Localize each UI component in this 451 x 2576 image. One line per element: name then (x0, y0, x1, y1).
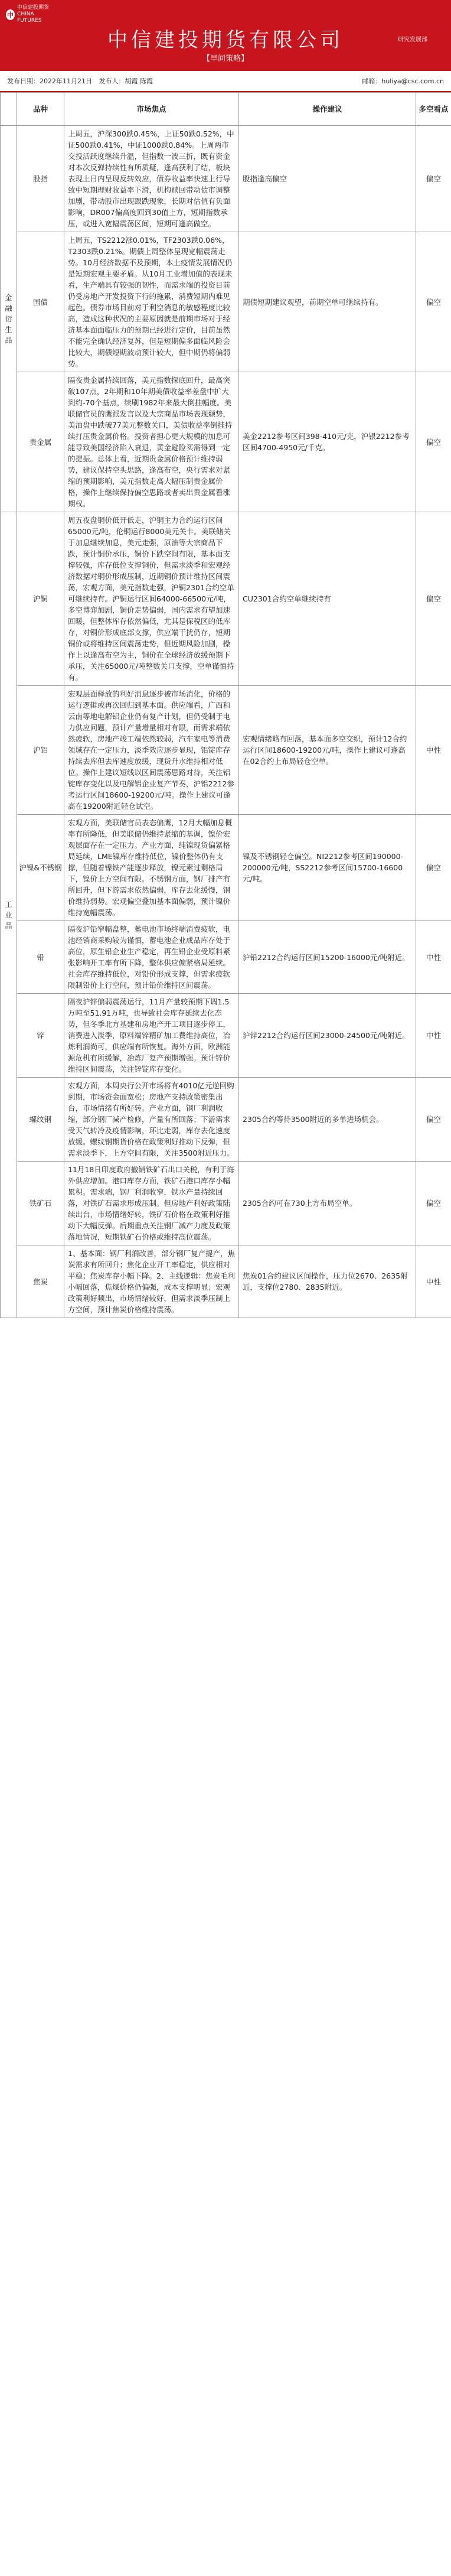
market-focus: 隔夜沪锌偏弱震荡运行，11月产量较预期下调1.5万吨至51.91万吨，也导致社会库存延续去化态势，但冬季北方基建和房地产开工项目逐步停工，消费进入淡季，原料端锌精矿加工费维持高位，冶炼利润尚可，供应端有所恢复。海外方面，欧洲能源危机有所缓解，冶炼厂复产预期增强。预计锌价维持区间震荡，关注锌锭库存变化。 (64, 994, 239, 1078)
table-row (1, 512, 451, 686)
market-focus: 11月18日印度政府撤销铁矿石出口关税，有利于海外供应增加。港口库存方面，铁矿石港口库存小幅累积。需求端，钢厂利润收窄，铁水产量持续回落，对铁矿石需求形成压制。但房地产利好政策陆续出台，市场情绪好转，铁矿石价格在政策利好推动下大幅反弹。后期重点关注钢厂减产力度及政策落地情况，短期铁矿石价格或维持高位震荡。 (64, 1162, 239, 1245)
advice: 2305合约可在730上方布局空单。 (239, 1162, 416, 1245)
table-header-row (1, 93, 451, 126)
header-advice: 操作建议 (239, 93, 416, 126)
table-row (1, 1078, 451, 1162)
market-focus: 隔夜沪铅窄幅盘整，蓄电池市场终端消费疲软，电池经销商采购较为谨慎，蓄电池企业成品库存处于高位，原生铅企业生产稳定，再生铅企业受原料紧张影响开工率有所下降，整体供应偏紧格局延续。社会库存维持低位，对铅价形成支撑，但需求疲软限制铅价上行空间，预计铅价维持区间震荡。 (64, 921, 239, 994)
product-name: 螺纹钢 (17, 1078, 64, 1162)
product-name: 沪铜 (17, 512, 64, 686)
advice: 美金2212参考区间398-410元/克，沪银2212参考区间4700-4950元/千克。 (239, 372, 416, 512)
info-bar (0, 71, 451, 92)
view: 偏空 (416, 1078, 451, 1162)
product-name: 铁矿石 (17, 1162, 64, 1245)
view: 偏空 (416, 372, 451, 512)
product-name: 铅 (17, 921, 64, 994)
sector-cell: 金融衍生品 (1, 126, 17, 512)
advice: 宏观情绪略有回落，基本面多空交织，预计12合约运行区间18600-19200元/吨，操作上建议可逢高在02合约上布局轻仓空单。 (239, 686, 416, 815)
sector-cell: 工业品 (1, 512, 17, 1318)
advice: 沪铅2212合约运行区间15200-16000元/吨附近。 (239, 921, 416, 994)
table-row (1, 1245, 451, 1318)
market-focus: 宏观方面，美联储官员表态偏鹰，12月大幅加息概率有所降低，但美联储仍维持紧缩的基调，镍价宏观层面存在一定压力。产业方面，纯镍现货偏紧格局延续，LME镍库存维持低位，镍价整体仍有支撑，但随着镍铁产能逐步释放，镍元素过剩格局下，镍价上方空间有限。不锈钢方面，钢厂排产有所回升，但下游需求依然偏弱，库存去化缓慢，钢价维持弱势。宏观偏空叠加基本面偏弱，预计镍价维持宽幅震荡。 (64, 815, 239, 921)
logo-icon: 中 (6, 9, 15, 20)
logo-sub: CHINA FUTURES (17, 11, 42, 24)
report-header (0, 0, 451, 71)
table-row (1, 372, 451, 512)
market-focus: 宏观层面释放的利好消息逐步被市场消化，价格的运行逻辑或再次回归到基本面。供应端看，广西和云南等地电解铝企业仍有复产计划，但仍受制于电力供应问题，预计产量增量相对有限，而需求端依然疲软，房地产竣工端依然较弱，汽车家电等消费领域存在一定压力，淡季效应逐步显现，铝锭库存持续去库但去库速度放缓，现货升水维持相对低位。操作上建议短线以区间震荡思路对待，关注铝锭库存变化以及电解铝企业复产节奏，沪铝2212参考运行区间18600-19200元/吨。操作上建议可逢高在19200附近轻仓试空。 (64, 686, 239, 815)
strategy-table (0, 92, 451, 1318)
product-name: 国债 (17, 232, 64, 372)
view: 中性 (416, 1245, 451, 1318)
advice: 镍及不锈钢轻仓偏空。NI2212参考区间190000-200000元/吨，SS2212参考区间15700-16600元/吨。 (239, 815, 416, 921)
view: 偏空 (416, 126, 451, 232)
view: 偏空 (416, 815, 451, 921)
product-name: 贵金属 (17, 372, 64, 512)
table-row (1, 994, 451, 1078)
header-focus: 市场焦点 (64, 93, 239, 126)
view: 偏空 (416, 512, 451, 686)
header-product: 品种 (17, 93, 64, 126)
market-focus: 1、基本面：钢厂利润改善，部分钢厂复产提产，焦炭需求有所回升；焦化企业开工率稳定，供应相对平稳；焦炭库存小幅下降。2、主线逻辑：焦炭毛利小幅回落，焦煤价格仍偏强，成本支撑明显；宏观政策利好频出，市场情绪较好，但需求淡季压制上方空间，预计焦炭价格维持震荡。 (64, 1245, 239, 1318)
contact-email: 邮箱：huliya@csc.com.cn (362, 77, 444, 85)
table-row (1, 232, 451, 372)
market-focus: 周五夜盘铜价低开低走，沪铜主力合约运行区间65000元/吨，伦铜运行8000美元关卡。美联储关于加息继续加息，美元走强，原油等大宗商品下跌，预计铜价承压，铜价下跌空间有限，基本面支撑较强，库存低位支撑铜价，但需求淡季和宏观经济数据对铜价形成压制，近期铜价预计维持区间震荡，宏观方面，美元指数走强，沪铜2301合约空单可继续持有。沪铜运行区间64000-66500元/吨，多空博弈加剧，铜价走势偏弱，国内需求有望加速回暖，但整体库存依然偏低，尤其是保税区的低库存，对铜价形成底部支撑，供应端干扰仍存，短期铜价或将维持区间震荡走势，但近期风险加剧，操作上以逢高布空为主，铜价在全球经济放缓预期下承压，关注65000元/吨整数关口支撑，空单谨慎持有。 (64, 512, 239, 686)
table-row (1, 815, 451, 921)
product-name: 沪铝 (17, 686, 64, 815)
table-row (1, 686, 451, 815)
product-name: 锌 (17, 994, 64, 1078)
advice: 期债短期建议观望，前期空单可继续持有。 (239, 232, 416, 372)
report-subtitle: 【早间策略】 (202, 54, 249, 63)
view: 偏空 (416, 1162, 451, 1245)
product-name: 焦炭 (17, 1245, 64, 1318)
product-name: 股指 (17, 126, 64, 232)
view: 中性 (416, 921, 451, 994)
author: 发布人：胡霞 陈霞 (99, 77, 153, 85)
advice: 沪锌2212合约运行区间23000-24500元/吨附近。 (239, 994, 416, 1078)
header-view: 多空看点 (416, 93, 451, 126)
logo-text: 中信建投期货 (17, 5, 50, 11)
table-row (1, 126, 451, 232)
report-title: 中信建投期货有限公司 (107, 28, 344, 52)
view: 偏空 (416, 232, 451, 372)
market-focus: 上周五，TS2212涨0.01%，TF2303跌0.06%，T2303跌0.21%。期债上周整体呈现宽幅震荡走势。10月经济数据不及预期，本土疫情发展情况仍是短期宏观主要矛盾。从10月工业增加值的表现来看，生产端具有较强的韧性，而需求端的投资目前仍受房地产开发投资下行的拖累，消费短期内难见起色。债券市场目前对于利空消息的敏感程度比较高，造成这种状况的主要原因就是前期市场对于经济基本面面临压力的预期已经进行定价，目前虽然不能完全确认经济复苏，但是短期偏多面临风险会比较大，期债短期波动预计较大，但中期仍将偏弱势。 (64, 232, 239, 372)
publish-date: 发布日期：2022年11月21日 (7, 77, 92, 85)
advice: 焦炭01合约建议区间操作，压力位2670、2635附近，支撑位2780、2835附近。 (239, 1245, 416, 1318)
view: 中性 (416, 994, 451, 1078)
department: 研究发展部 (398, 37, 427, 43)
market-focus: 上周五，沪深300跌0.45%，上证50跌0.52%，中证500跌0.41%，中证1000跌0.84%。上周两市交投活跃度继续升温，但指数一波三折，既有资金对本次反弹持续性有所质疑，逢高获利了结，板块表现上日内呈现反转效应，债券收益率快速上行导致中短期理财收益率下滑，机构赎回带动债市调整加剧，带动股市出现跟跌现象，长期对估值有负面影响，DR007偏高度回到30值上方，短期指数承压，或进入宽幅震荡区间，短期可逢高做空。 (64, 126, 239, 232)
header-sector (1, 93, 17, 126)
product-name: 沪镍&不锈钢 (17, 815, 64, 921)
advice: 2305合约等待3500附近的多单进场机会。 (239, 1078, 416, 1162)
view: 中性 (416, 686, 451, 815)
advice: CU2301合约空单继续持有 (239, 512, 416, 686)
advice: 股指逢高偏空 (239, 126, 416, 232)
market-focus: 隔夜贵金属持续回落，美元指数探底回升，最高突破107点，2年期和10年期美债收益率差盘中扩大到约-70个基点，续刷1982年来最大倒挂幅度。美联储官员的鹰派发言以及大宗商品市场表现颓势，美油盘中跌破77美元整数关口，美债收益率倒挂持续打压贵金属价格。投资者担心更大规模的加息可能导致美国经济陷入衰退，黄金避险买需得到一定的提振。总体上看，近期贵金属价格预计维持弱势，建议保持空头思路，逢高布空，央行需求对紧缩的预期影响，美元指数走高大幅压制贵金属价格，操作上继续保持偏空思路或者卖出贵金属看涨期权。 (64, 372, 239, 512)
company-logo (6, 5, 53, 24)
table-row (1, 1162, 451, 1245)
table-row (1, 921, 451, 994)
market-focus: 宏观方面，本周央行公开市场将有4010亿元逆回购到期，市场资金面宽松；房地产支持政策密集出台，市场情绪有所好转。产业方面，钢厂利润收缩，部分钢厂减产检修，产量有所回落；下游需求受天气转冷及疫情影响，环比走弱，库存去化速度放缓。螺纹钢期货价格在政策利好推动下反弹，但需求淡季下，上方空间有限，关注3500附近压力。 (64, 1078, 239, 1162)
